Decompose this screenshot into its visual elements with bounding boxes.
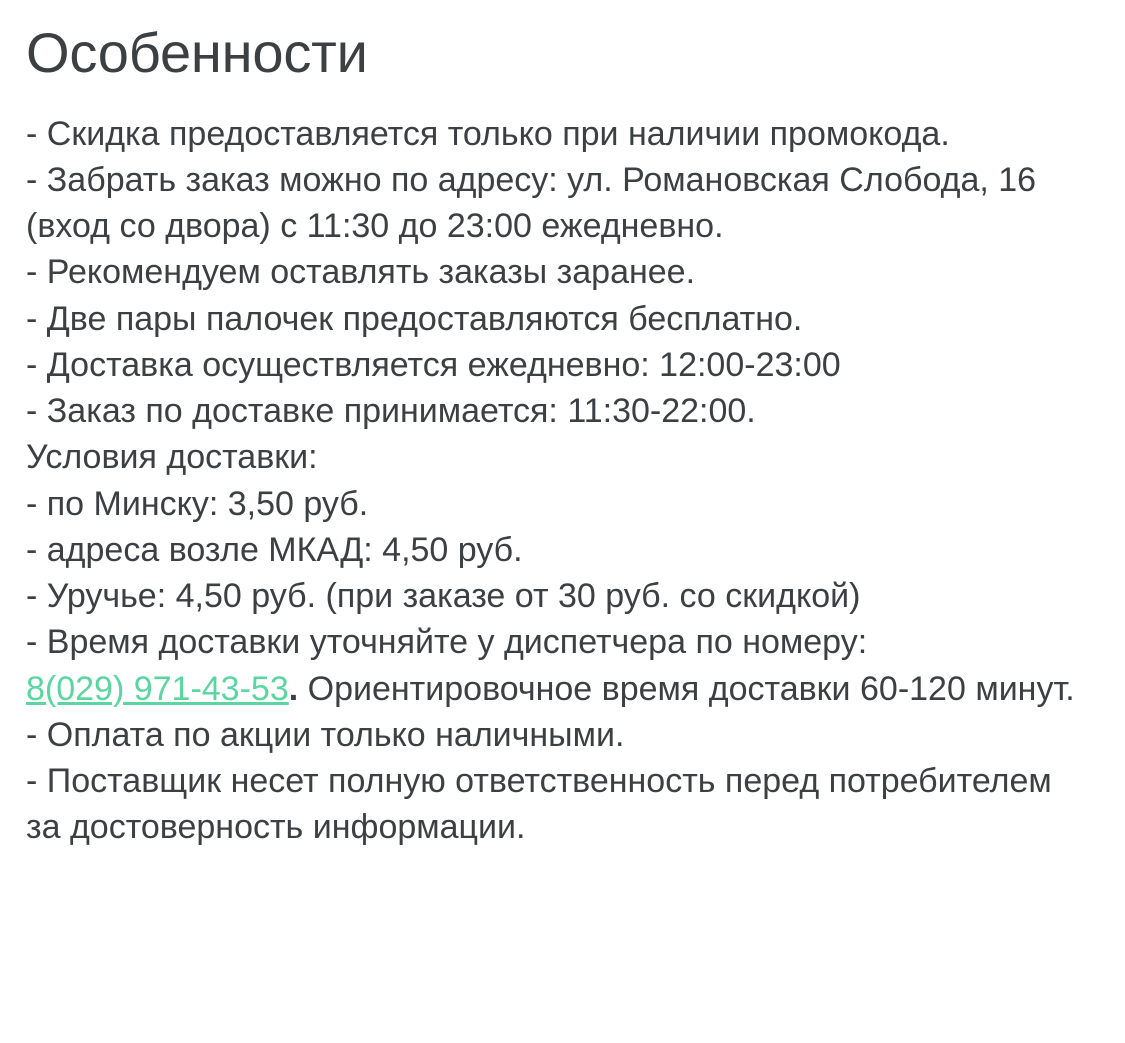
- feature-line: - Скидка предоставляется только при наличии промокода.: [26, 114, 950, 153]
- features-list: [26, 111, 1095, 851]
- responsibility-note: - Поставщик несет полную ответственность перед потребителем за достоверность информации.: [26, 762, 1052, 847]
- delivery-price-mkad: - адреса возле МКАД: 4,50 руб.: [26, 530, 523, 569]
- phone-line-rest: Ориентировочное время доставки 60-120 минут.: [298, 669, 1075, 708]
- delivery-price-uruchie: - Уручье: 4,50 руб. (при заказе от 30 руб. со скидкой): [26, 577, 861, 616]
- page-title: Особенности: [26, 21, 368, 84]
- dispatcher-note: - Время доставки уточняйте у диспетчера по номеру:: [26, 623, 868, 662]
- phone-line: [26, 666, 1095, 712]
- feature-line: - Заказ по доставке принимается: 11:30-22:00.: [26, 392, 756, 431]
- feature-line: - Доставка осуществляется ежедневно: 12:00-23:00: [26, 345, 841, 384]
- feature-line: - Две пары палочек предоставляются бесплатно.: [26, 299, 803, 338]
- payment-note: - Оплата по акции только наличными.: [26, 715, 625, 754]
- delivery-terms-heading: Условия доставки:: [26, 438, 318, 477]
- feature-line: - Рекомендуем оставлять заказы заранее.: [26, 253, 696, 292]
- delivery-price-minsk: - по Минску: 3,50 руб.: [26, 484, 369, 523]
- phone-link[interactable]: 8(029) 971-43-53: [26, 669, 289, 708]
- phone-separator: .: [288, 669, 299, 708]
- feature-line: - Забрать заказ можно по адресу: ул. Романовская Слобода, 16 (вход со двора) с 11:30 до 23:00 ежедневно.: [26, 160, 1037, 246]
